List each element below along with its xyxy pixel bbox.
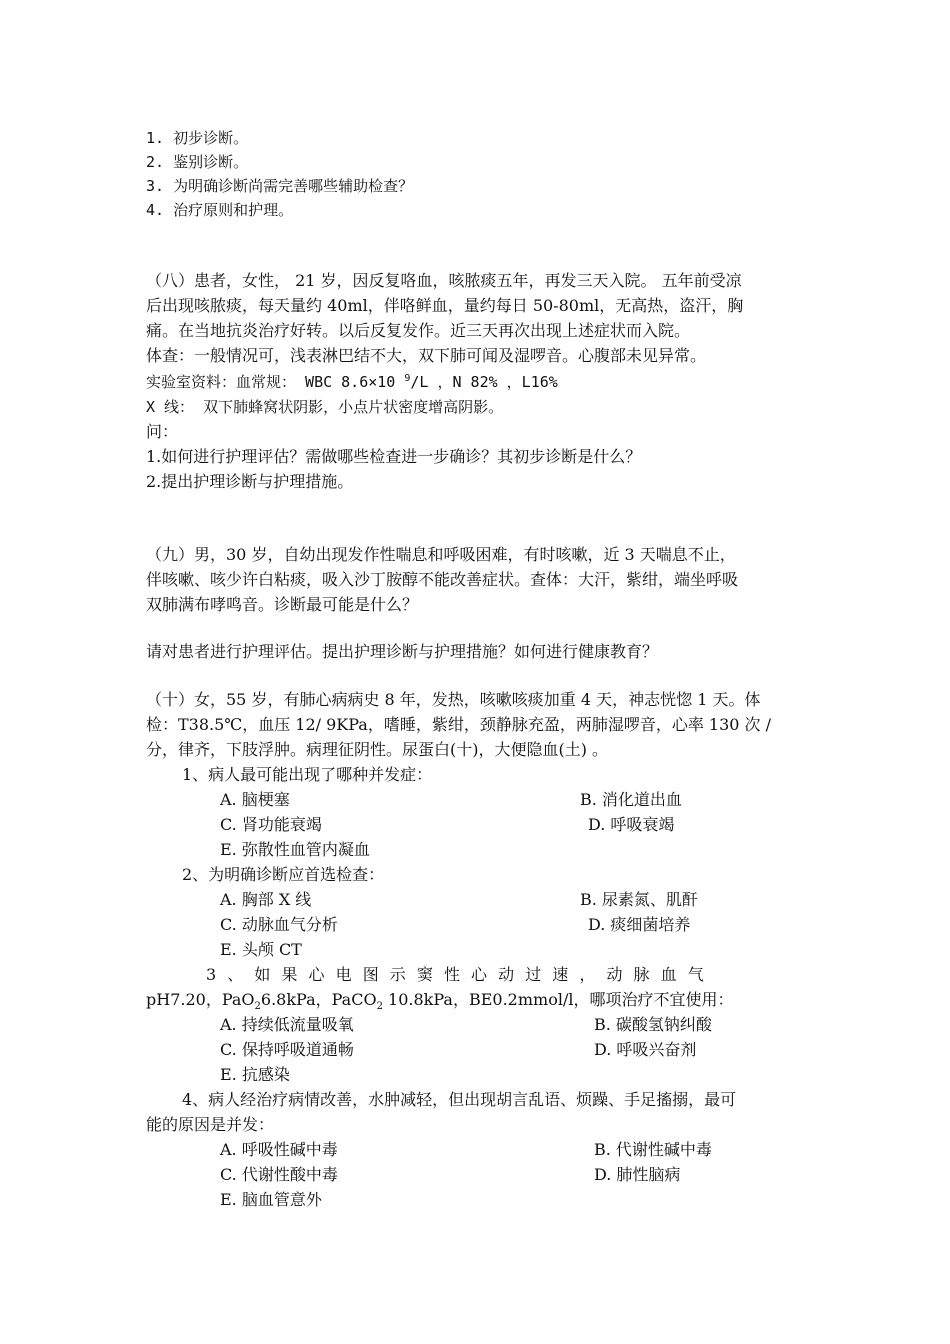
case8-ask: 问： bbox=[146, 422, 179, 441]
q4-option-c: C. 代谢性酸中毒 bbox=[220, 1165, 338, 1184]
q4-option-a: A. 呼吸性碱中毒 bbox=[220, 1140, 338, 1159]
q4-option-e: E. 脑血管意外 bbox=[220, 1190, 322, 1209]
case9-line-1: （九）男，30 岁，自幼出现发作性喘息和呼吸困难，有时咳嗽，近 3 天喘息不止， bbox=[146, 545, 736, 564]
q1-option-b: B. 消化道出血 bbox=[580, 790, 682, 809]
lab-exponent: 9 bbox=[404, 373, 411, 384]
q3-option-a: A. 持续低流量吸氧 bbox=[220, 1015, 354, 1034]
case9-line-2: 伴咳嗽、咳少许白粘痰，吸入沙丁胺醇不能改善症状。查体：大汗，紫绀，端坐呼吸 bbox=[146, 570, 739, 589]
q1-option-c: C. 肾功能衰竭 bbox=[220, 815, 322, 834]
q2-option-b: B. 尿素氮、肌酐 bbox=[580, 890, 698, 909]
case8-line-3: 痛。在当地抗炎治疗好转。以后反复发作。近三天再次出现上述症状而入院。 bbox=[146, 321, 691, 340]
case8-lab-results bbox=[146, 372, 558, 392]
case8-question-1: 1.如何进行护理评估？需做哪些检查进一步确诊？其初步诊断是什么？ bbox=[146, 447, 642, 466]
case10-line-1: （十）女，55 岁，有肺心病病史 8 年，发热，咳嗽咳痰加重 4 天，神志恍惚 1 天。体 bbox=[146, 690, 761, 709]
q2-option-d: D. 痰细菌培养 bbox=[588, 915, 691, 934]
case10-line-2: 检：T38.5℃，血压 12/ 9KPa，嗜睡，紫绀，颈静脉充盈，两肺湿啰音，心率 130 次 / bbox=[146, 715, 772, 734]
q2-option-a: A. 胸部 X 线 bbox=[220, 890, 312, 909]
q3-rest: 10.8kPa，BE0.2mmol/l，哪项治疗不宜使用： bbox=[382, 990, 734, 1009]
q4-option-d: D. 肺性脑病 bbox=[594, 1165, 681, 1184]
case8-line-4: 体查：一般情况可，浅表淋巴结不大，双下肺可闻及湿啰音。心腹部未见异常。 bbox=[146, 346, 707, 365]
case9-task: 请对患者进行护理评估。提出护理诊断与护理措施？如何进行健康教育？ bbox=[146, 642, 659, 661]
q3-option-d: D. 呼吸兴奋剂 bbox=[594, 1040, 697, 1059]
case8-line-2: 后出现咳脓痰，每天量约 40ml，伴咯鲜血，量约每日 50-80ml，无高热，盗汗，胸 bbox=[146, 296, 744, 315]
list1-item-1: 1. 初步诊断。 bbox=[146, 129, 249, 147]
q1-stem: 1、病人最可能出现了哪种并发症： bbox=[182, 765, 433, 784]
case9-line-3: 双肺满布哮鸣音。诊断最可能是什么？ bbox=[146, 595, 419, 614]
q3-stem-line-1: 3 、 如 果 心 电 图 示 窦 性 心 动 过 速 ， 动 脉 血 气 bbox=[206, 965, 704, 984]
q3-option-c: C. 保持呼吸道通畅 bbox=[220, 1040, 354, 1059]
q3-option-e: E. 抗感染 bbox=[220, 1065, 290, 1084]
lab-suffix: /L ，N 82% ，L16% bbox=[410, 373, 558, 391]
q2-option-e: E. 头颅 CT bbox=[220, 940, 302, 959]
q3-stem-line-2 bbox=[146, 990, 734, 1013]
list1-item-3: 3. 为明确诊断尚需完善哪些辅助检查？ bbox=[146, 177, 414, 195]
q3-o2-subscript: 2 bbox=[254, 1001, 261, 1013]
list1-item-4: 4. 治疗原则和护理。 bbox=[146, 201, 294, 219]
case10-line-3: 分，律齐，下肢浮肿。病理征阴性。尿蛋白(十)，大便隐血(土) 。 bbox=[146, 740, 609, 759]
q3-option-b: B. 碳酸氢钠纠酸 bbox=[594, 1015, 712, 1034]
q3-co2-subscript: 2 bbox=[376, 1001, 383, 1013]
case8-line-1: （八）患者，女性， 21 岁，因反复咯血，咳脓痰五年，再发三天入院。 五年前受凉 bbox=[146, 271, 742, 290]
case8-xray: X 线： 双下肺蜂窝状阴影，小点片状密度增高阴影。 bbox=[146, 398, 504, 416]
q1-option-a: A. 脑梗塞 bbox=[220, 790, 290, 809]
case8-question-2: 2.提出护理诊断与护理措施。 bbox=[146, 472, 354, 491]
q1-option-e: E. 弥散性血管内凝血 bbox=[220, 840, 370, 859]
q4-stem-line-2: 能的原因是并发： bbox=[146, 1115, 275, 1134]
q2-option-c: C. 动脉血气分析 bbox=[220, 915, 338, 934]
q3-pao2-value: 6.8kPa，PaCO bbox=[260, 990, 377, 1009]
q4-stem-line-1: 4、病人经治疗病情改善，水肿减轻，但出现胡言乱语、烦躁、手足搐搦，最可 bbox=[182, 1090, 737, 1109]
lab-prefix: 实验室资料：血常规： WBC 8.6×10 bbox=[146, 373, 405, 391]
list1-item-2: 2. 鉴别诊断。 bbox=[146, 153, 249, 171]
q4-option-b: B. 代谢性碱中毒 bbox=[594, 1140, 712, 1159]
q2-stem: 2、为明确诊断应首选检查： bbox=[182, 865, 385, 884]
q3-ph: pH7.20，PaO bbox=[146, 990, 255, 1009]
q1-option-d: D. 呼吸衰竭 bbox=[588, 815, 675, 834]
